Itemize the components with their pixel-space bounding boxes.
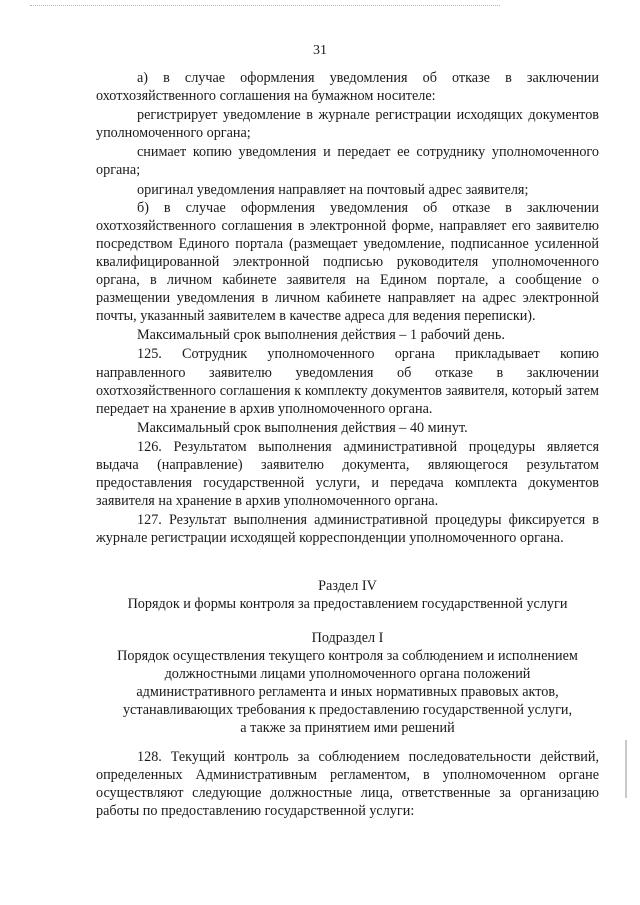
paragraph-128: 128. Текущий контроль за соблюдением последовательности действий, определенных Административным регламентом, в уполномоченном органе осуществляют следующие должностные лица, ответственные за организацию работы по предоставлению государственной услуги: [96, 749, 599, 820]
section-title: Порядок и формы контроля за предоставлением государственной услуги [127, 596, 568, 613]
paragraph-127: 127. Результат выполнения административной процедуры фиксируется в журнале регистрации исходящей корреспонденции уполномоченного органа. [96, 512, 599, 547]
subsection-heading [96, 629, 599, 738]
paragraph-b: б) в случае оформления уведомления об отказе в заключении охотхозяйственного соглашения в электронной форме, направляет его заявителю посредством Единого портала (размещает уведомление, подписанное усиленной квалифицированной электронной подписью руководителя уполномоченного органа, в личном кабинете заявителя на Едином портале, а сообщение о размещении уведомления в личном кабинете направляет на адрес электронной почты, указанный заявителем в качестве адреса для ведения переписки). [96, 199, 599, 325]
paragraph-125: 125. Сотрудник уполномоченного органа прикладывает копию направленного заявителю уведомления об отказе в заключении охотхозяйственного соглашения к комплекту документов заявителя, который затем передает на хранение в архив уполномоченного органа. [96, 346, 599, 417]
paragraph-register: регистрирует уведомление в журнале регистрации исходящих документов уполномоченного органа; [96, 107, 599, 142]
paragraph-deadline-2: Максимальный срок выполнения действия – 40 минут. [137, 419, 468, 436]
subsection-label: Подраздел I [311, 630, 384, 646]
paragraph-copy: снимает копию уведомления и передает ее сотруднику уполномоченного органа; [96, 144, 599, 179]
section-heading [96, 577, 599, 613]
paragraph-original: оригинал уведомления направляет на почтовый адрес заявителя; [137, 181, 529, 198]
subsection-title-line: должностными лицами уполномоченного органа положений [164, 666, 531, 683]
paragraph-126: 126. Результатом выполнения административной процедуры является выдача (направление) заявителю документа, являющегося результатом предоставления государственной услуги, и передача комплекта документов заявителя на хранение в архив уполномоченного органа. [96, 438, 599, 510]
subsection-title-line: устанавливающих требования к предоставлению государственной услуги, [122, 702, 573, 719]
body-text [96, 69, 599, 547]
subsection-title-line: Порядок осуществления текущего контроля за соблюдением и исполнением [117, 648, 578, 665]
subsection-title-line: административного регламента и иных нормативных правовых актов, [136, 684, 559, 701]
scan-margin-mark [625, 740, 627, 798]
subsection-title-line: а также за принятием ими решений [240, 720, 455, 737]
scan-edge-artifact [30, 5, 500, 7]
page-number: 31 [313, 43, 327, 58]
paragraph-a: а) в случае оформления уведомления об отказе в заключении охотхозяйственного соглашения на бумажном носителе: [96, 70, 599, 105]
body-text-continued [96, 748, 599, 820]
section-label: Раздел IV [318, 578, 377, 594]
paragraph-deadline-1: Максимальный срок выполнения действия – 1 рабочий день. [137, 327, 505, 344]
